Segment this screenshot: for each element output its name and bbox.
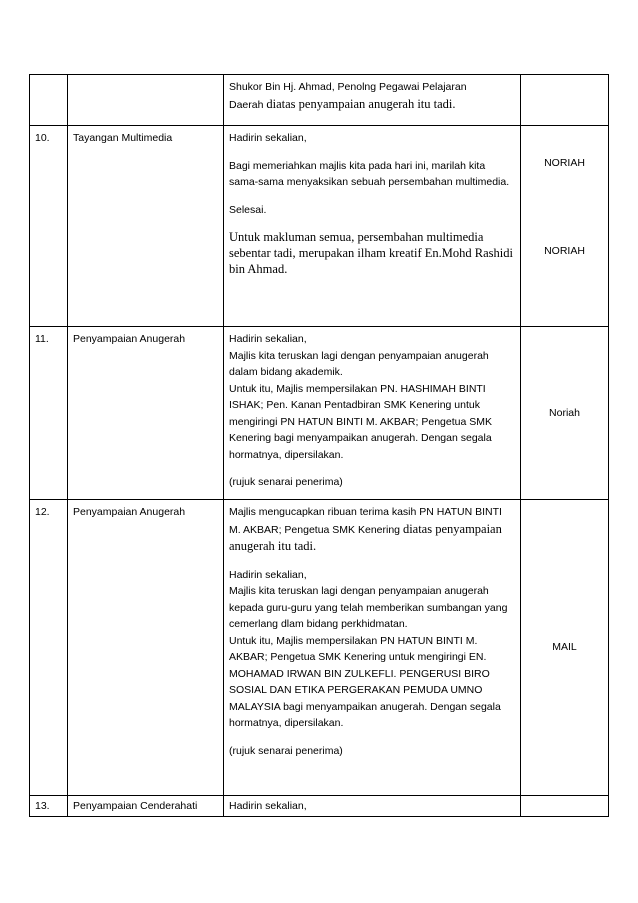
row-text-cell: [224, 75, 521, 126]
paragraph-serif: Untuk makluman semua, persembahan multimedia sebentar tadi, merupakan ilham kreatif En.Mohd Rashidi bin Ahmad.: [229, 230, 513, 276]
row-number-cell: 12.: [30, 500, 68, 796]
row-text-cell: [224, 327, 521, 500]
table-row: [30, 75, 609, 126]
row-number-cell: 11.: [30, 327, 68, 500]
row-pic-cell: MAIL: [521, 500, 609, 796]
row-number-cell: 10.: [30, 126, 68, 327]
table-row: [30, 796, 609, 817]
row-item-cell: [68, 75, 224, 126]
table-row: [30, 500, 609, 796]
row-pic-cell: Noriah: [521, 327, 609, 500]
table-row: [30, 327, 609, 500]
row-number-cell: [30, 75, 68, 126]
greeting-text: Hadirin sekalian,: [229, 333, 307, 345]
row-text-cell: [224, 500, 521, 796]
text-run-serif: diatas penyampaian anugerah itu tadi.: [229, 521, 502, 553]
paragraph: Majlis kita teruskan lagi dengan penyampaian anugerah dalam bidang akademik.: [229, 349, 489, 378]
paragraph: Bagi memeriahkan majlis kita pada hari ini, marilah kita sama-sama menyaksikan sebuah persembahan multimedia.: [229, 159, 510, 188]
paragraph: [229, 504, 515, 556]
text-line: [229, 96, 515, 114]
row-item-cell: Penyampaian Anugerah: [68, 500, 224, 796]
paragraph: Untuk itu, Majlis mempersilakan PN. HASHIMAH BINTI ISHAK; Pen. Kanan Pentadbiran SMK Kenering untuk mengiringi PN HATUN BINTI M. AKBAR; Pengetua SMK Kenering bagi menyampaikan anugerah. Dengan segala hormatnya, dipersilakan.: [229, 382, 492, 461]
text-run-serif: diatas penyampaian anugerah itu tadi.: [266, 96, 456, 111]
row-item-cell: Tayangan Multimedia: [68, 126, 224, 327]
program-table: [29, 74, 609, 817]
pic-name: NORIAH: [544, 244, 585, 257]
row-text-cell: [224, 126, 521, 327]
row-text-cell: Hadirin sekalian,: [224, 796, 521, 817]
row-item-cell: Penyampaian Cenderahati: [68, 796, 224, 817]
paragraph: Majlis kita teruskan lagi dengan penyampaian anugerah kepada guru-guru yang telah memberikan sumbangan yang cemerlang dlam bidang perkhidmatan.: [229, 585, 508, 630]
row-item-cell: Penyampaian Anugerah: [68, 327, 224, 500]
text-run: Daerah: [229, 98, 267, 111]
row-pic-cell: [521, 126, 609, 327]
paragraph: (rujuk senarai penerima): [229, 744, 343, 757]
row-number-cell: 13.: [30, 796, 68, 817]
greeting-text: Hadirin sekalian,: [229, 132, 307, 144]
paragraph: (rujuk senarai penerima): [229, 476, 343, 488]
table-row: [30, 126, 609, 327]
row-pic-cell: [521, 796, 609, 817]
pic-name: NORIAH: [544, 157, 585, 169]
paragraph: Selesai.: [229, 203, 267, 216]
row-pic-cell: [521, 75, 609, 126]
text-run: Majlis mengucapkan ribuan terima kasih PN HATUN BINTI M. AKBAR; Pengetua SMK Kenering: [229, 506, 502, 536]
text-line: Shukor Bin Hj. Ahmad, Penolng Pegawai Pelajaran: [229, 81, 467, 93]
paragraph: Untuk itu, Majlis mempersilakan PN HATUN BINTI M. AKBAR; Pengetua SMK Kenering untuk mengiringi EN. MOHAMAD IRWAN BIN ZULKEFLI. PENGERUSI BIRO SOSIAL DAN ETIKA PERGERAKAN PEMUDA UMNO MALAYSIA bagi menyampaikan anugerah. Dengan segala hormatnya, dipersilakan.: [229, 634, 501, 729]
greeting-text: Hadirin sekalian,: [229, 568, 307, 581]
